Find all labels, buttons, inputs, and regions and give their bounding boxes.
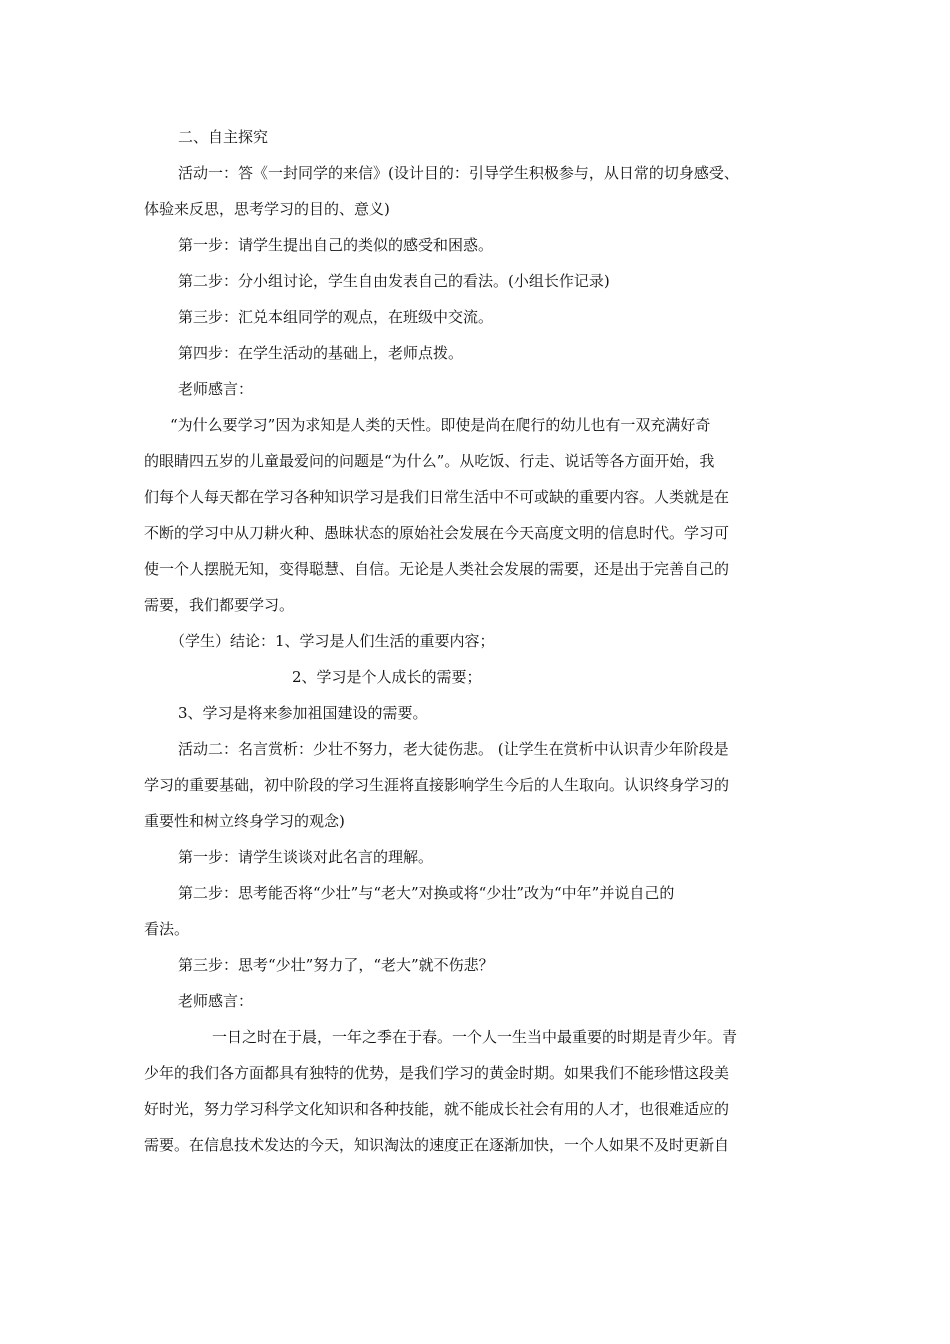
teacher-remark-label: 老师感言：: [178, 992, 254, 1010]
remark1-row1: [144, 415, 808, 451]
step-line: 第三步：思考“少壮”努力了，“老大”就不伤悲？: [178, 956, 494, 974]
activity2-row2: [144, 775, 808, 811]
activity1-line1: 活动一：答《一封同学的来信》(设计目的：引导学生积极参与，从日常的切身感受、: [178, 164, 739, 182]
steps2-row1: [144, 847, 808, 883]
teacher-remark-label-row-1: [144, 379, 808, 415]
conclusion-line: 3、学习是将来参加祖国建设的需要。: [178, 704, 428, 722]
activity2-row3: [144, 811, 808, 847]
conclusion-line: 2、学习是个人成长的需要；: [292, 668, 482, 686]
remark2-row3: [144, 1099, 808, 1135]
conclusion-row3: [144, 703, 808, 739]
activity2-line3: 重要性和树立终身学习的观念): [144, 812, 345, 830]
step2-row: [144, 271, 808, 307]
conclusion-row2: [144, 667, 808, 703]
remark1-row6: [144, 595, 808, 631]
remark-line: 需要。在信息技术发达的今天，知识淘汰的速度正在逐渐加快，一个人如果不及时更新自: [144, 1136, 730, 1154]
step1-row: [144, 235, 808, 271]
step-line: 第四步：在学生活动的基础上，老师点拨。: [178, 344, 464, 362]
remark-line: 们每个人每天都在学习各种知识学习是我们日常生活中不可或缺的重要内容。人类就是在: [144, 488, 730, 506]
teacher-remark-label-row-2: [144, 991, 808, 1027]
steps2-row4: [144, 955, 808, 991]
remark1-row4: [144, 523, 808, 559]
activity2-line2: 学习的重要基础，初中阶段的学习生涯将直接影响学生今后的人生取向。认识终身学习的: [144, 776, 730, 794]
activity1-row2: [144, 199, 808, 235]
remark-line: 的眼睛四五岁的儿童最爱问的问题是“为什么”。从吃饭、行走、说话等各方面开始，我: [144, 452, 715, 470]
remark-line: 好时光，努力学习科学文化知识和各种技能，就不能成长社会有用的人才，也很难适应的: [144, 1100, 730, 1118]
remark-line: “为什么要学习”因为求知是人类的天性。即使是尚在爬行的幼儿也有一双充满好奇: [170, 416, 711, 434]
activity1-line2: 体验来反思，思考学习的目的、意义): [144, 200, 390, 218]
activity2-row1: [144, 739, 808, 775]
conclusion-row1: [144, 631, 808, 667]
teacher-remark-label: 老师感言：: [178, 380, 254, 398]
step4-row: [144, 343, 808, 379]
step-line: 第一步：请学生谈谈对此名言的理解。: [178, 848, 434, 866]
step-line: 第一步：请学生提出自己的类似的感受和困惑。: [178, 236, 494, 254]
remark2-row1: [144, 1027, 808, 1063]
section-heading-row: [144, 127, 808, 163]
step-line: 第二步：分小组讨论，学生自由发表自己的看法。(小组长作记录): [178, 272, 610, 290]
steps2-row2: [144, 883, 808, 919]
activity2-line1: 活动二：名言赏析：少壮不努力，老大徒伤悲。 (让学生在赏析中认识青少年阶段是: [178, 740, 729, 758]
remark1-row3: [144, 487, 808, 523]
remark2-row4: [144, 1135, 808, 1171]
remark1-row2: [144, 451, 808, 487]
step-line: 看法。: [144, 920, 190, 938]
steps2-row3: [144, 919, 808, 955]
remark-line: 需要，我们都要学习。: [144, 596, 295, 614]
remark-line: 少年的我们各方面都具有独特的优势，是我们学习的黄金时期。如果我们不能珍惜这段美: [144, 1064, 730, 1082]
remark-line: 不断的学习中从刀耕火种、愚昧状态的原始社会发展在今天高度文明的信息时代。学习可: [144, 524, 730, 542]
document-body: [144, 127, 808, 1171]
activity1-row1: [144, 163, 808, 199]
conclusion-line: （学生）结论：1、学习是人们生活的重要内容；: [170, 632, 495, 650]
step3-row: [144, 307, 808, 343]
remark-line: 使一个人摆脱无知，变得聪慧、自信。无论是人类社会发展的需要，还是出于完善自己的: [144, 560, 730, 578]
remark-line: 一日之时在于晨，一年之季在于春。一个人一生当中最重要的时期是青少年。青: [212, 1028, 738, 1046]
step-line: 第三步：汇兑本组同学的观点，在班级中交流。: [178, 308, 494, 326]
section-heading: 二、自主探究: [178, 128, 269, 146]
remark1-row5: [144, 559, 808, 595]
step-line: 第二步：思考能否将“少壮”与“老大”对换或将“少壮”改为“中年”并说自己的: [178, 884, 675, 902]
remark2-row2: [144, 1063, 808, 1099]
